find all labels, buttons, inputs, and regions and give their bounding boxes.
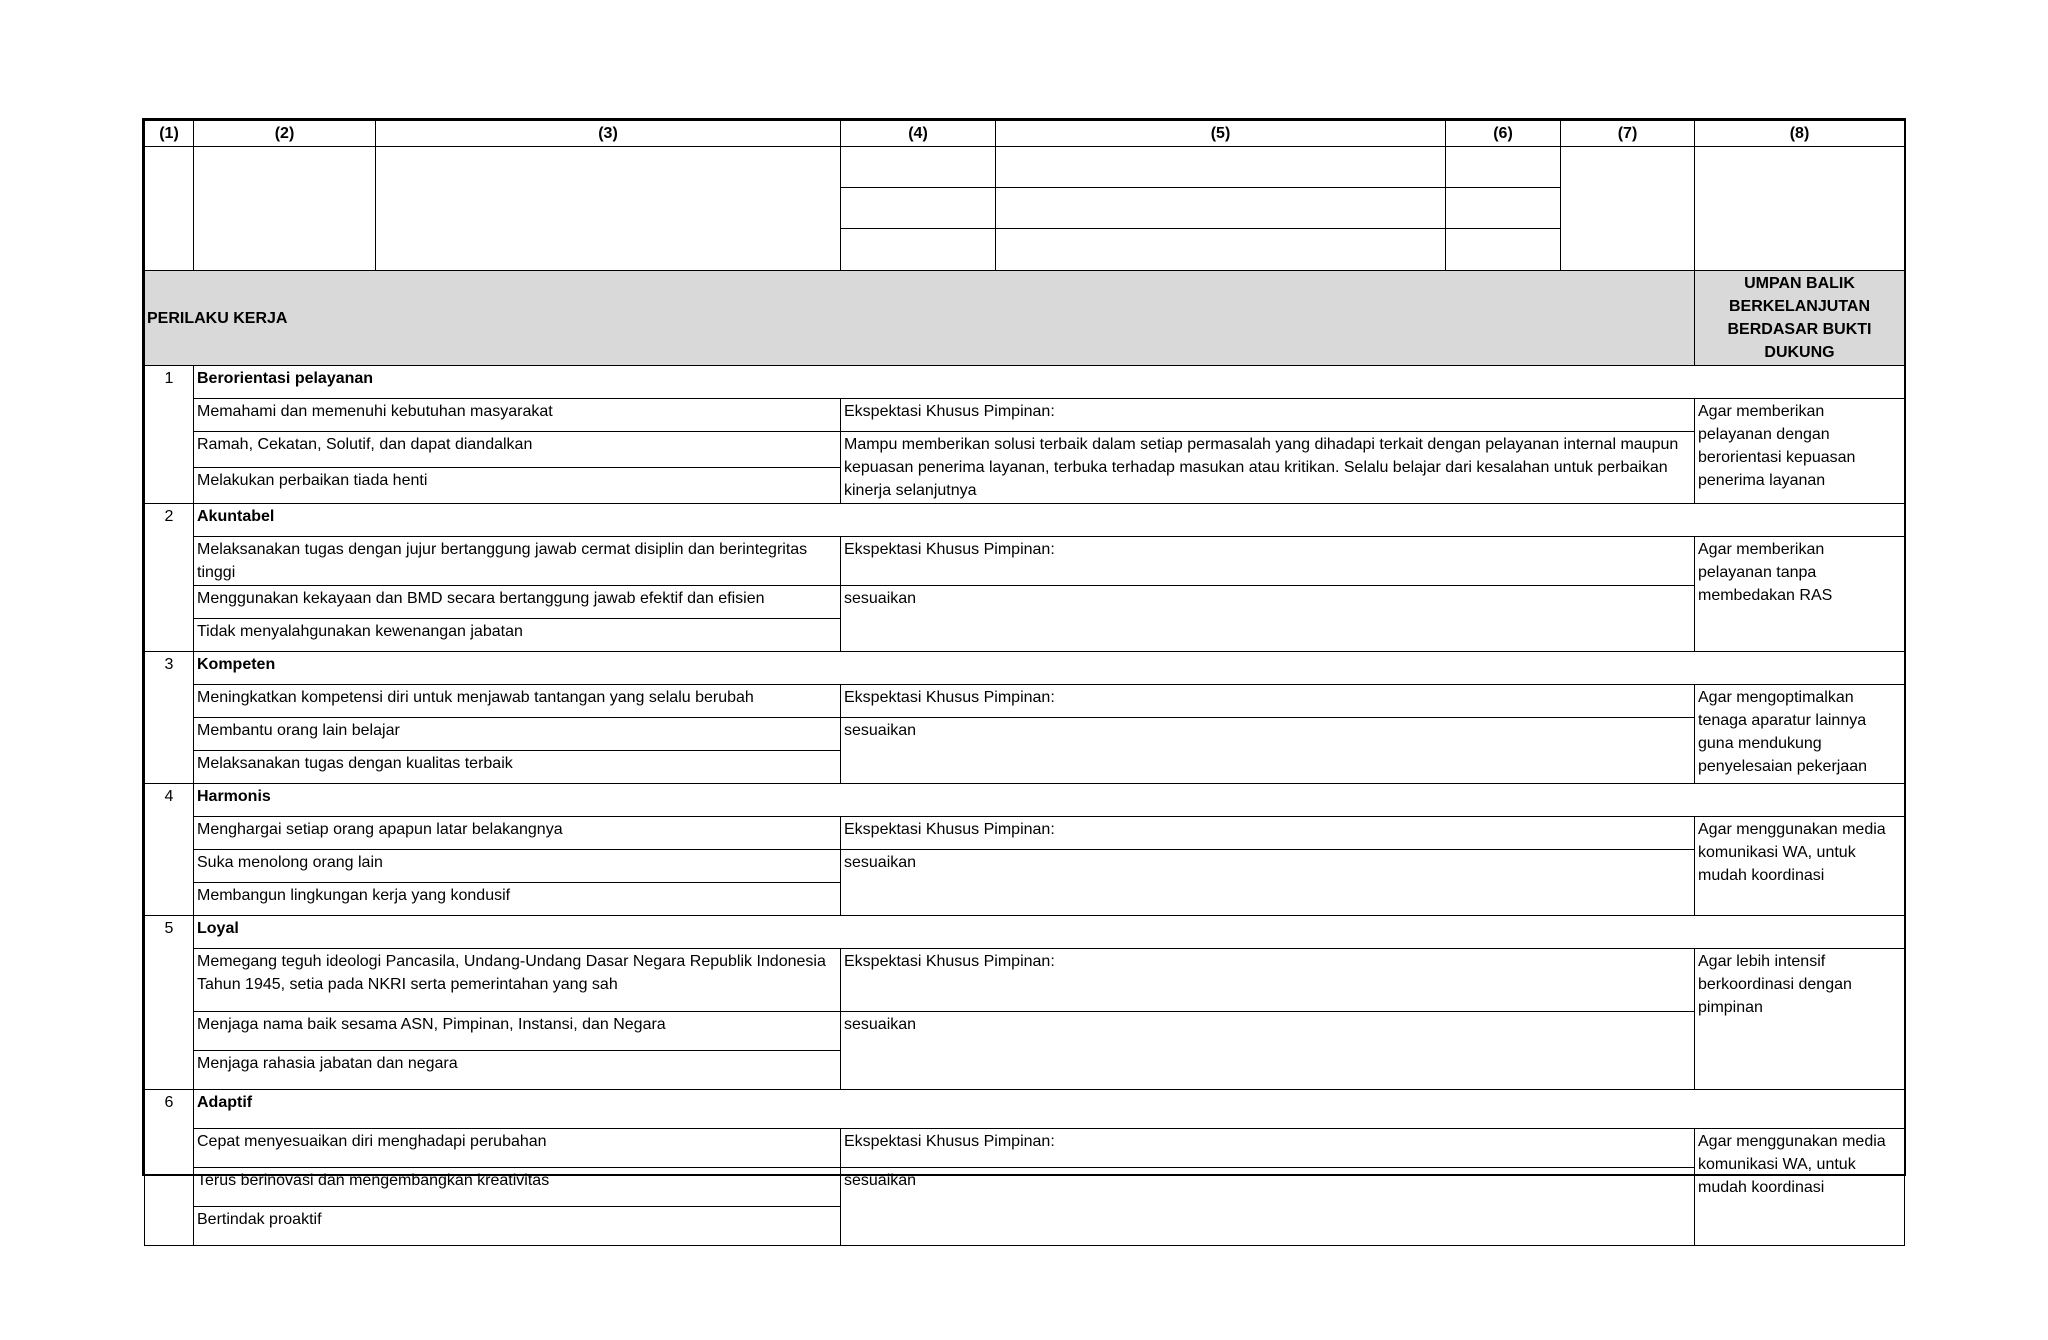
empty-cell bbox=[841, 147, 996, 188]
empty-cell bbox=[1446, 229, 1561, 271]
feedback-text: Agar menggunakan media komunikasi WA, untuk mudah koordinasi bbox=[1695, 817, 1905, 916]
feedback-header: UMPAN BALIK BERKELANJUTAN BERDASAR BUKTI DUKUNG bbox=[1695, 271, 1905, 366]
indicator-row bbox=[145, 817, 1905, 850]
indicator-row bbox=[145, 586, 1905, 619]
column-header: (2) bbox=[194, 121, 376, 147]
behavior-name: Harmonis bbox=[194, 784, 1905, 817]
feedback-text: Agar lebih intensif berkoordinasi dengan pimpinan bbox=[1695, 949, 1905, 1090]
perilaku-title: PERILAKU KERJA bbox=[145, 271, 1695, 366]
column-header: (1) bbox=[145, 121, 194, 147]
indicator-row bbox=[145, 537, 1905, 586]
empty-cell bbox=[996, 229, 1446, 271]
behavior-row bbox=[145, 504, 1905, 537]
indicator: Menghargai setiap orang apapun latar belakangnya bbox=[194, 817, 841, 850]
indicator-row bbox=[145, 949, 1905, 1012]
empty-cell bbox=[1561, 147, 1695, 271]
indicator-row bbox=[145, 432, 1905, 468]
empty-cell bbox=[1695, 147, 1905, 271]
expectation-label: Ekspektasi Khusus Pimpinan: bbox=[841, 537, 1695, 586]
indicator: Bertindak proaktif bbox=[194, 1207, 841, 1246]
column-header: (3) bbox=[376, 121, 841, 147]
expectation-label: Ekspektasi Khusus Pimpinan: bbox=[841, 685, 1695, 718]
indicator: Membantu orang lain belajar bbox=[194, 718, 841, 751]
expectation-text: sesuaikan bbox=[841, 718, 1695, 784]
feedback-text: Agar mengoptimalkan tenaga aparatur lainnya guna mendukung penyelesaian pekerjaan bbox=[1695, 685, 1905, 784]
behavior-row bbox=[145, 652, 1905, 685]
empty-cell bbox=[145, 147, 194, 271]
empty-cell bbox=[841, 229, 996, 271]
expectation-text: sesuaikan bbox=[841, 1168, 1695, 1246]
indicator: Memegang teguh ideologi Pancasila, Undang-Undang Dasar Negara Republik Indonesia Tahun 1945, setia pada NKRI serta pemerintahan yang sah bbox=[194, 949, 841, 1012]
behavior-name: Akuntabel bbox=[194, 504, 1905, 537]
behavior-table bbox=[144, 120, 1905, 1246]
indicator: Melaksanakan tugas dengan jujur bertanggung jawab cermat disiplin dan berintegritas tinggi bbox=[194, 537, 841, 586]
expectation-label: Ekspektasi Khusus Pimpinan: bbox=[841, 817, 1695, 850]
expectation-text: sesuaikan bbox=[841, 586, 1695, 652]
empty-cell bbox=[841, 188, 996, 229]
indicator: Tidak menyalahgunakan kewenangan jabatan bbox=[194, 619, 841, 652]
indicator-row bbox=[145, 1129, 1905, 1168]
behavior-number: 2 bbox=[145, 504, 194, 652]
indicator-row bbox=[145, 850, 1905, 883]
behavior-row bbox=[145, 916, 1905, 949]
behavior-number: 1 bbox=[145, 366, 194, 504]
indicator: Menggunakan kekayaan dan BMD secara bertanggung jawab efektif dan efisien bbox=[194, 586, 841, 619]
behavior-number: 4 bbox=[145, 784, 194, 916]
behavior-number: 6 bbox=[145, 1090, 194, 1246]
behavior-row bbox=[145, 366, 1905, 399]
empty-cell bbox=[376, 147, 841, 271]
indicator: Menjaga rahasia jabatan dan negara bbox=[194, 1051, 841, 1090]
behavior-name: Berorientasi pelayanan bbox=[194, 366, 1905, 399]
expectation-text: sesuaikan bbox=[841, 850, 1695, 916]
behavior-name: Loyal bbox=[194, 916, 1905, 949]
behavior-number: 3 bbox=[145, 652, 194, 784]
indicator-row bbox=[145, 399, 1905, 432]
behavior-name: Kompeten bbox=[194, 652, 1905, 685]
empty-row bbox=[145, 147, 1905, 188]
indicator: Ramah, Cekatan, Solutif, dan dapat diandalkan bbox=[194, 432, 841, 468]
indicator: Suka menolong orang lain bbox=[194, 850, 841, 883]
column-header: (6) bbox=[1446, 121, 1561, 147]
indicator-row bbox=[145, 1012, 1905, 1051]
indicator: Melakukan perbaikan tiada henti bbox=[194, 468, 841, 504]
expectation-label: Ekspektasi Khusus Pimpinan: bbox=[841, 399, 1695, 432]
feedback-text: Agar memberikan pelayanan tanpa membedakan RAS bbox=[1695, 537, 1905, 652]
column-header: (7) bbox=[1561, 121, 1695, 147]
feedback-text: Agar menggunakan media komunikasi WA, untuk mudah koordinasi bbox=[1695, 1129, 1905, 1246]
indicator: Memahami dan memenuhi kebutuhan masyarakat bbox=[194, 399, 841, 432]
column-header: (4) bbox=[841, 121, 996, 147]
perilaku-header-row bbox=[145, 271, 1905, 366]
indicator-row bbox=[145, 1168, 1905, 1207]
behavior-row bbox=[145, 1090, 1905, 1129]
column-header-row bbox=[145, 121, 1905, 147]
empty-cell bbox=[996, 147, 1446, 188]
behavior-name: Adaptif bbox=[194, 1090, 1905, 1129]
behavior-row bbox=[145, 784, 1905, 817]
indicator: Melaksanakan tugas dengan kualitas terbaik bbox=[194, 751, 841, 784]
empty-cell bbox=[1446, 147, 1561, 188]
expectation-text: Mampu memberikan solusi terbaik dalam setiap permasalah yang dihadapi terkait dengan pelayanan internal maupun kepuasan penerima layanan, terbuka terhadap masukan atau kritikan. Selalu belajar dari kesalahan untuk perbaikan kinerja selanjutnya bbox=[841, 432, 1695, 504]
indicator: Membangun lingkungan kerja yang kondusif bbox=[194, 883, 841, 916]
behavior-number: 5 bbox=[145, 916, 194, 1090]
indicator: Cepat menyesuaikan diri menghadapi perubahan bbox=[194, 1129, 841, 1168]
empty-cell bbox=[996, 188, 1446, 229]
indicator: Menjaga nama baik sesama ASN, Pimpinan, Instansi, dan Negara bbox=[194, 1012, 841, 1051]
feedback-text: Agar memberikan pelayanan dengan berorientasi kepuasan penerima layanan bbox=[1695, 399, 1905, 504]
indicator-row bbox=[145, 685, 1905, 718]
column-header: (5) bbox=[996, 121, 1446, 147]
expectation-label: Ekspektasi Khusus Pimpinan: bbox=[841, 1129, 1695, 1168]
empty-cell bbox=[194, 147, 376, 271]
indicator: Meningkatkan kompetensi diri untuk menjawab tantangan yang selalu berubah bbox=[194, 685, 841, 718]
expectation-label: Ekspektasi Khusus Pimpinan: bbox=[841, 949, 1695, 1012]
indicator: Terus berinovasi dan mengembangkan kreativitas bbox=[194, 1168, 841, 1207]
performance-sheet bbox=[142, 118, 1906, 1228]
empty-cell bbox=[1446, 188, 1561, 229]
column-header: (8) bbox=[1695, 121, 1905, 147]
indicator-row bbox=[145, 718, 1905, 751]
expectation-text: sesuaikan bbox=[841, 1012, 1695, 1090]
